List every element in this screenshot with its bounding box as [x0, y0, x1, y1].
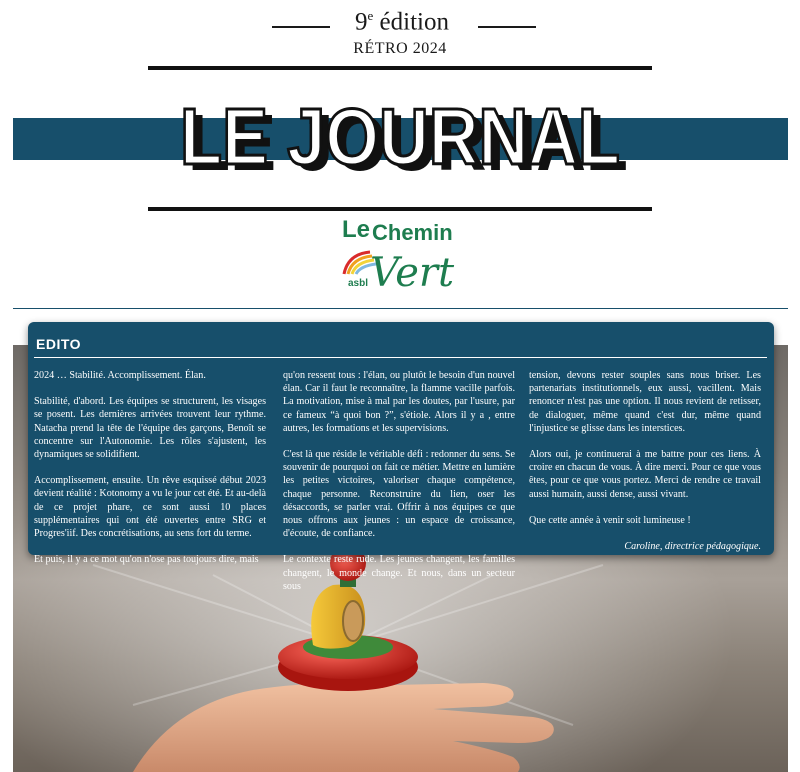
- journal-title: [160, 88, 640, 198]
- edition-line-left: [272, 26, 330, 28]
- paragraph: Le contexte reste rude. Les jeunes changent, les familles changent, le monde change. Et nous, dans un secteur sous: [283, 554, 515, 592]
- title-shadow: LE JOURNAL: [188, 98, 628, 187]
- paragraph: qu'on ressent tous : l'élan, ou plutôt le besoin d'un nouvel élan. Car il faut le reconnaître, la flamme vacille parfois. La motivation, mise à mal par les doutes, par l'usure, par ce fameux “à quoi bon ?”, s'étiole. Alors il y a , entre autres, les formations et les supervisions.: [283, 370, 515, 434]
- paragraph: Accomplissement, ensuite. Un rêve esquissé début 2023 devient réalité : Kotonomy a vu le jour cet été. Et au-delà de ce projet phare, ce sont aussi 10 places supplémentaires qui ont été ouvertes entre SRG et Progres'iif. Des concrétisations, au sens fort du terme.: [34, 475, 266, 540]
- title-rule-top: [148, 66, 652, 70]
- paragraph: Que cette année à venir soit lumineuse !: [529, 514, 691, 526]
- paragraph: Stabilité, d'abord. Les équipes se structurent, les visages se posent. Les dernières arrivées trouvent leur rythme. Natacha prend la tête de l'équipe des garçons, Benoît se concentre sur l'Autonomie. Les rôles s'ajustent, les dynamiques se solidifient.: [34, 396, 266, 461]
- paragraph: Alors oui, je continuerai à me battre pour ces liens. À croire en chacun de vous. À dire merci. Pour ce que vous êtes, pour ce que vous portez. Merci de rendre ce travail aussi humain, aussi dense, aussi vivant.: [529, 449, 761, 500]
- edito-rule: [34, 357, 767, 358]
- subtitle: RÉTRO 2024: [353, 40, 447, 57]
- paragraph: C'est là que réside le véritable défi : redonner du sens. Se souvenir de pourquoi on fait ce métier. Mettre en lumière les petites victoires, valoriser chaque compétence, chaque personne. Reconstruire du lien, oser les désaccords, se parler vrai. Offrir à nos équipes ce que nous offrons aux jeunes : un espace de croissance, d'écoute, de confiance.: [283, 449, 515, 540]
- edito-column-3: [529, 369, 761, 566]
- paragraph: 2024 … Stabilité. Accomplissement. Élan.: [34, 370, 206, 381]
- paragraph: tension, devons rester souples sans nous briser. Les partenariats institutionnels, eux aussi, vacillent. Mais renoncer n'est pas une option. Il nous revient de retisser, de dialoguer, même quand c'est dur, même quand l'injustice se glisse dans les interstices.: [529, 370, 761, 434]
- logo-asbl: asbl: [348, 278, 369, 289]
- edito-column-1: [34, 369, 266, 579]
- edito-label: EDITO: [36, 336, 82, 352]
- edito-column-2: [283, 369, 515, 606]
- title-rule-bottom: [148, 207, 652, 211]
- paragraph: Et puis, il y a ce mot qu'on n'ose pas toujours dire, mais: [34, 554, 259, 566]
- edition-text: 9e édition: [355, 8, 449, 36]
- edition-line-right: [478, 26, 536, 28]
- logo-vert: Vert: [370, 250, 455, 296]
- edito-box: [28, 322, 774, 592]
- divider: [13, 308, 788, 309]
- title-text: LE JOURNAL: [180, 92, 620, 181]
- logo-le: Le: [342, 216, 371, 243]
- logo: [330, 216, 470, 300]
- signature: Caroline, directrice pédagogique.: [624, 541, 761, 553]
- logo-chemin: Chemin: [372, 220, 453, 245]
- edition-header: [0, 8, 800, 38]
